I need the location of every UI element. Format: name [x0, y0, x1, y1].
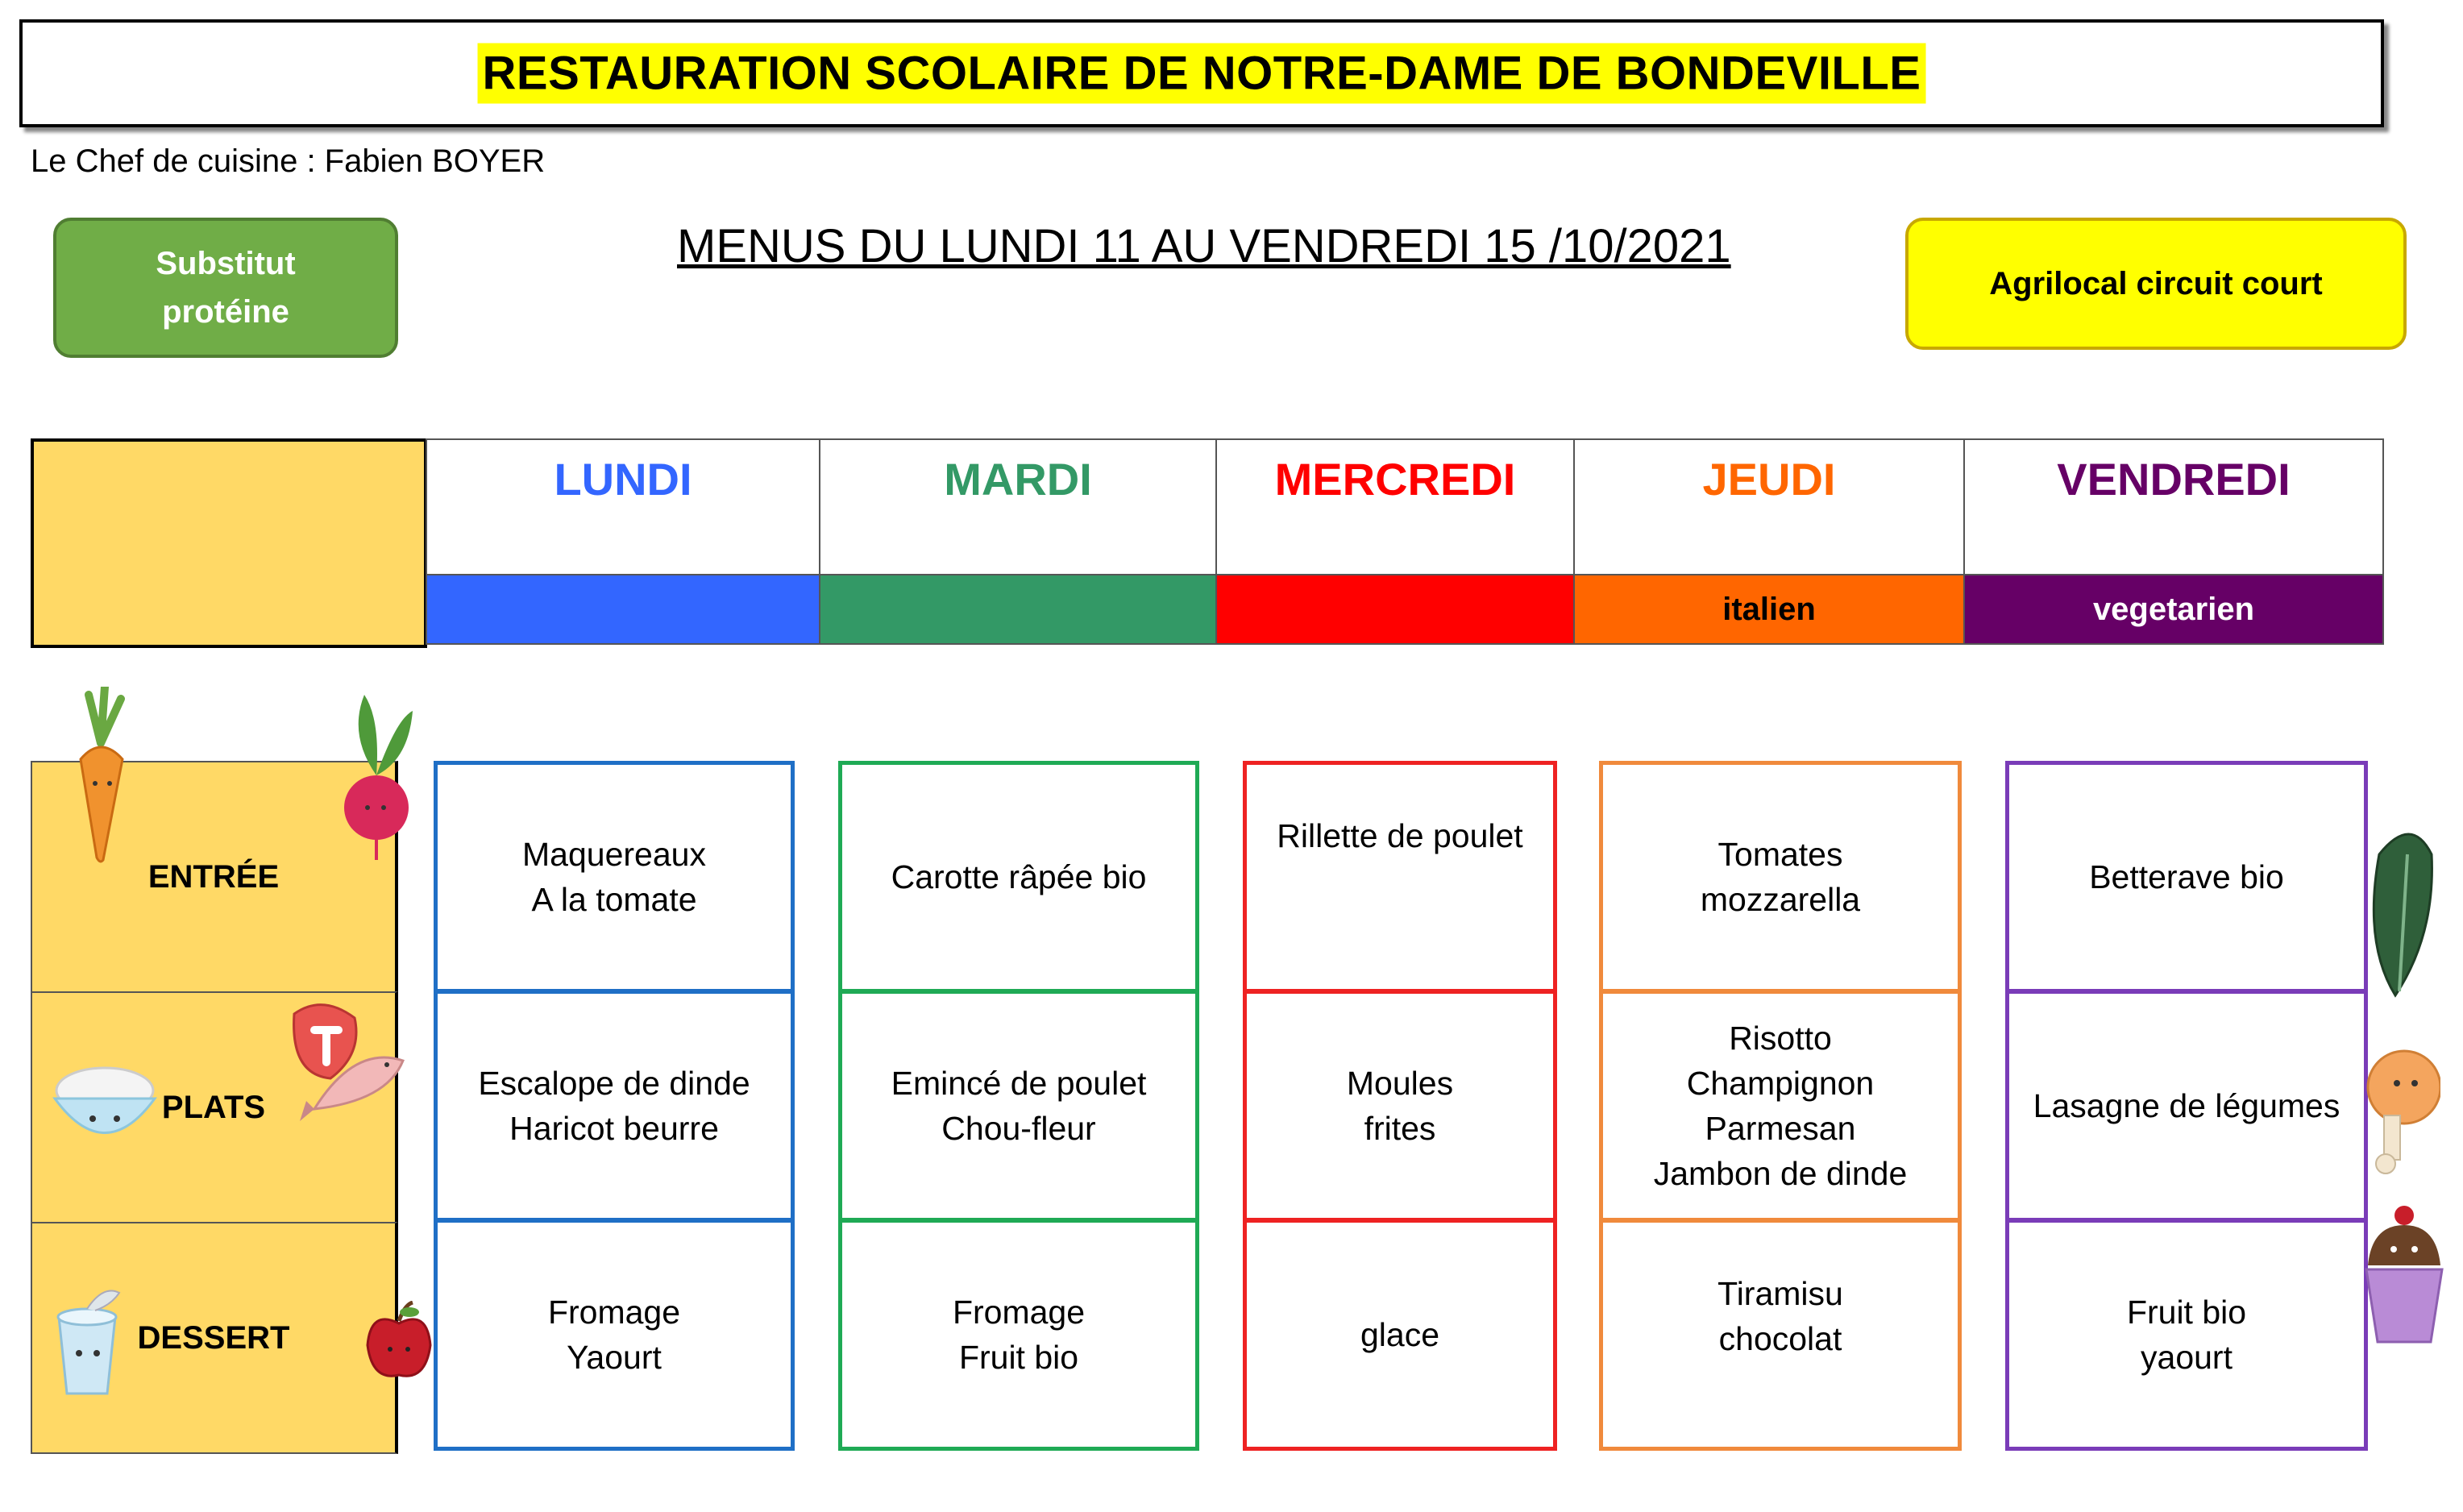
menu-cell-entree: Carotte râpée bio	[838, 761, 1199, 993]
rice-bowl-icon	[48, 1062, 161, 1143]
spinach-leaf-icon	[2363, 822, 2436, 999]
row-label-entree: ENTRÉE	[31, 761, 398, 993]
day-band-mercredi	[1217, 574, 1575, 645]
menu-column-mardi	[838, 761, 1199, 1459]
day-band-jeudi: italien	[1575, 574, 1965, 645]
row-label-plats: PLATS	[31, 991, 398, 1223]
menu-cell-plat: Emincé de poulet Chou-fleur	[838, 990, 1199, 1222]
menu-cell-plat: Escalope de dinde Haricot beurre	[434, 990, 795, 1222]
day-header-mardi	[820, 438, 1217, 575]
menu-cell-dessert: Fromage Fruit bio	[838, 1219, 1199, 1451]
cupcake-icon	[2360, 1201, 2448, 1346]
page-title: RESTAURATION SCOLAIRE DE NOTRE-DAME DE BONDEVILLE	[478, 44, 1926, 104]
day-name: VENDREDI	[2057, 454, 2291, 505]
header-corner-cell	[31, 438, 427, 648]
legend-substitut-proteine	[53, 218, 398, 358]
day-name: MERCREDI	[1274, 454, 1516, 505]
chicken-leg-icon	[2360, 1043, 2440, 1180]
menu-cell-dessert: glace	[1243, 1219, 1557, 1451]
menu-column-vendredi	[2005, 761, 2368, 1459]
menu-cell-dessert: Fromage Yaourt	[434, 1219, 795, 1451]
day-band-mardi	[820, 574, 1217, 645]
day-header-lundi	[426, 438, 820, 575]
menu-cell-entree: Rillette de poulet	[1243, 761, 1557, 993]
menu-cell-dessert: Fruit bio yaourt	[2005, 1219, 2368, 1451]
day-name: JEUDI	[1702, 454, 1836, 505]
day-header-vendredi	[1965, 438, 2384, 575]
legend-substitut-line2: protéine	[162, 294, 289, 330]
day-name: LUNDI	[554, 454, 692, 505]
menu-column-lundi	[434, 761, 795, 1459]
row-label-dessert: DESSERT	[31, 1222, 398, 1454]
title-banner	[19, 19, 2384, 127]
apple-icon	[363, 1301, 435, 1381]
menu-cell-entree: Maquereaux A la tomate	[434, 761, 795, 993]
menu-cell-plat: Lasagne de légumes	[2005, 990, 2368, 1222]
day-header-jeudi	[1575, 438, 1965, 575]
menu-cell-dessert: Tiramisu chocolat	[1599, 1219, 1962, 1451]
menu-column-jeudi	[1599, 761, 1962, 1459]
day-header-mercredi	[1217, 438, 1575, 575]
yogurt-icon	[47, 1285, 127, 1398]
legend-agrilocal: Agrilocal circuit court	[1905, 218, 2407, 350]
carrot-icon	[64, 687, 137, 864]
radish-icon	[332, 687, 421, 864]
day-band-vendredi: vegetarien	[1965, 574, 2384, 645]
menu-week-title: MENUS DU LUNDI 11 AU VENDREDI 15 /10/2021	[677, 220, 1731, 272]
menu-cell-plat: Risotto Champignon Parmesan Jambon de dinde	[1599, 990, 1962, 1222]
fish-icon	[298, 1036, 411, 1125]
menu-cell-entree: Tomates mozzarella	[1599, 761, 1962, 993]
menu-cell-entree: Betterave bio	[2005, 761, 2368, 993]
menu-column-mercredi	[1243, 761, 1557, 1459]
day-name: MARDI	[944, 454, 1092, 505]
legend-substitut-line1: Substitut	[156, 246, 296, 281]
chef-credit: Le Chef de cuisine : Fabien BOYER	[31, 143, 546, 179]
menu-cell-plat: Moules frites	[1243, 990, 1557, 1222]
day-band-lundi	[426, 574, 820, 645]
